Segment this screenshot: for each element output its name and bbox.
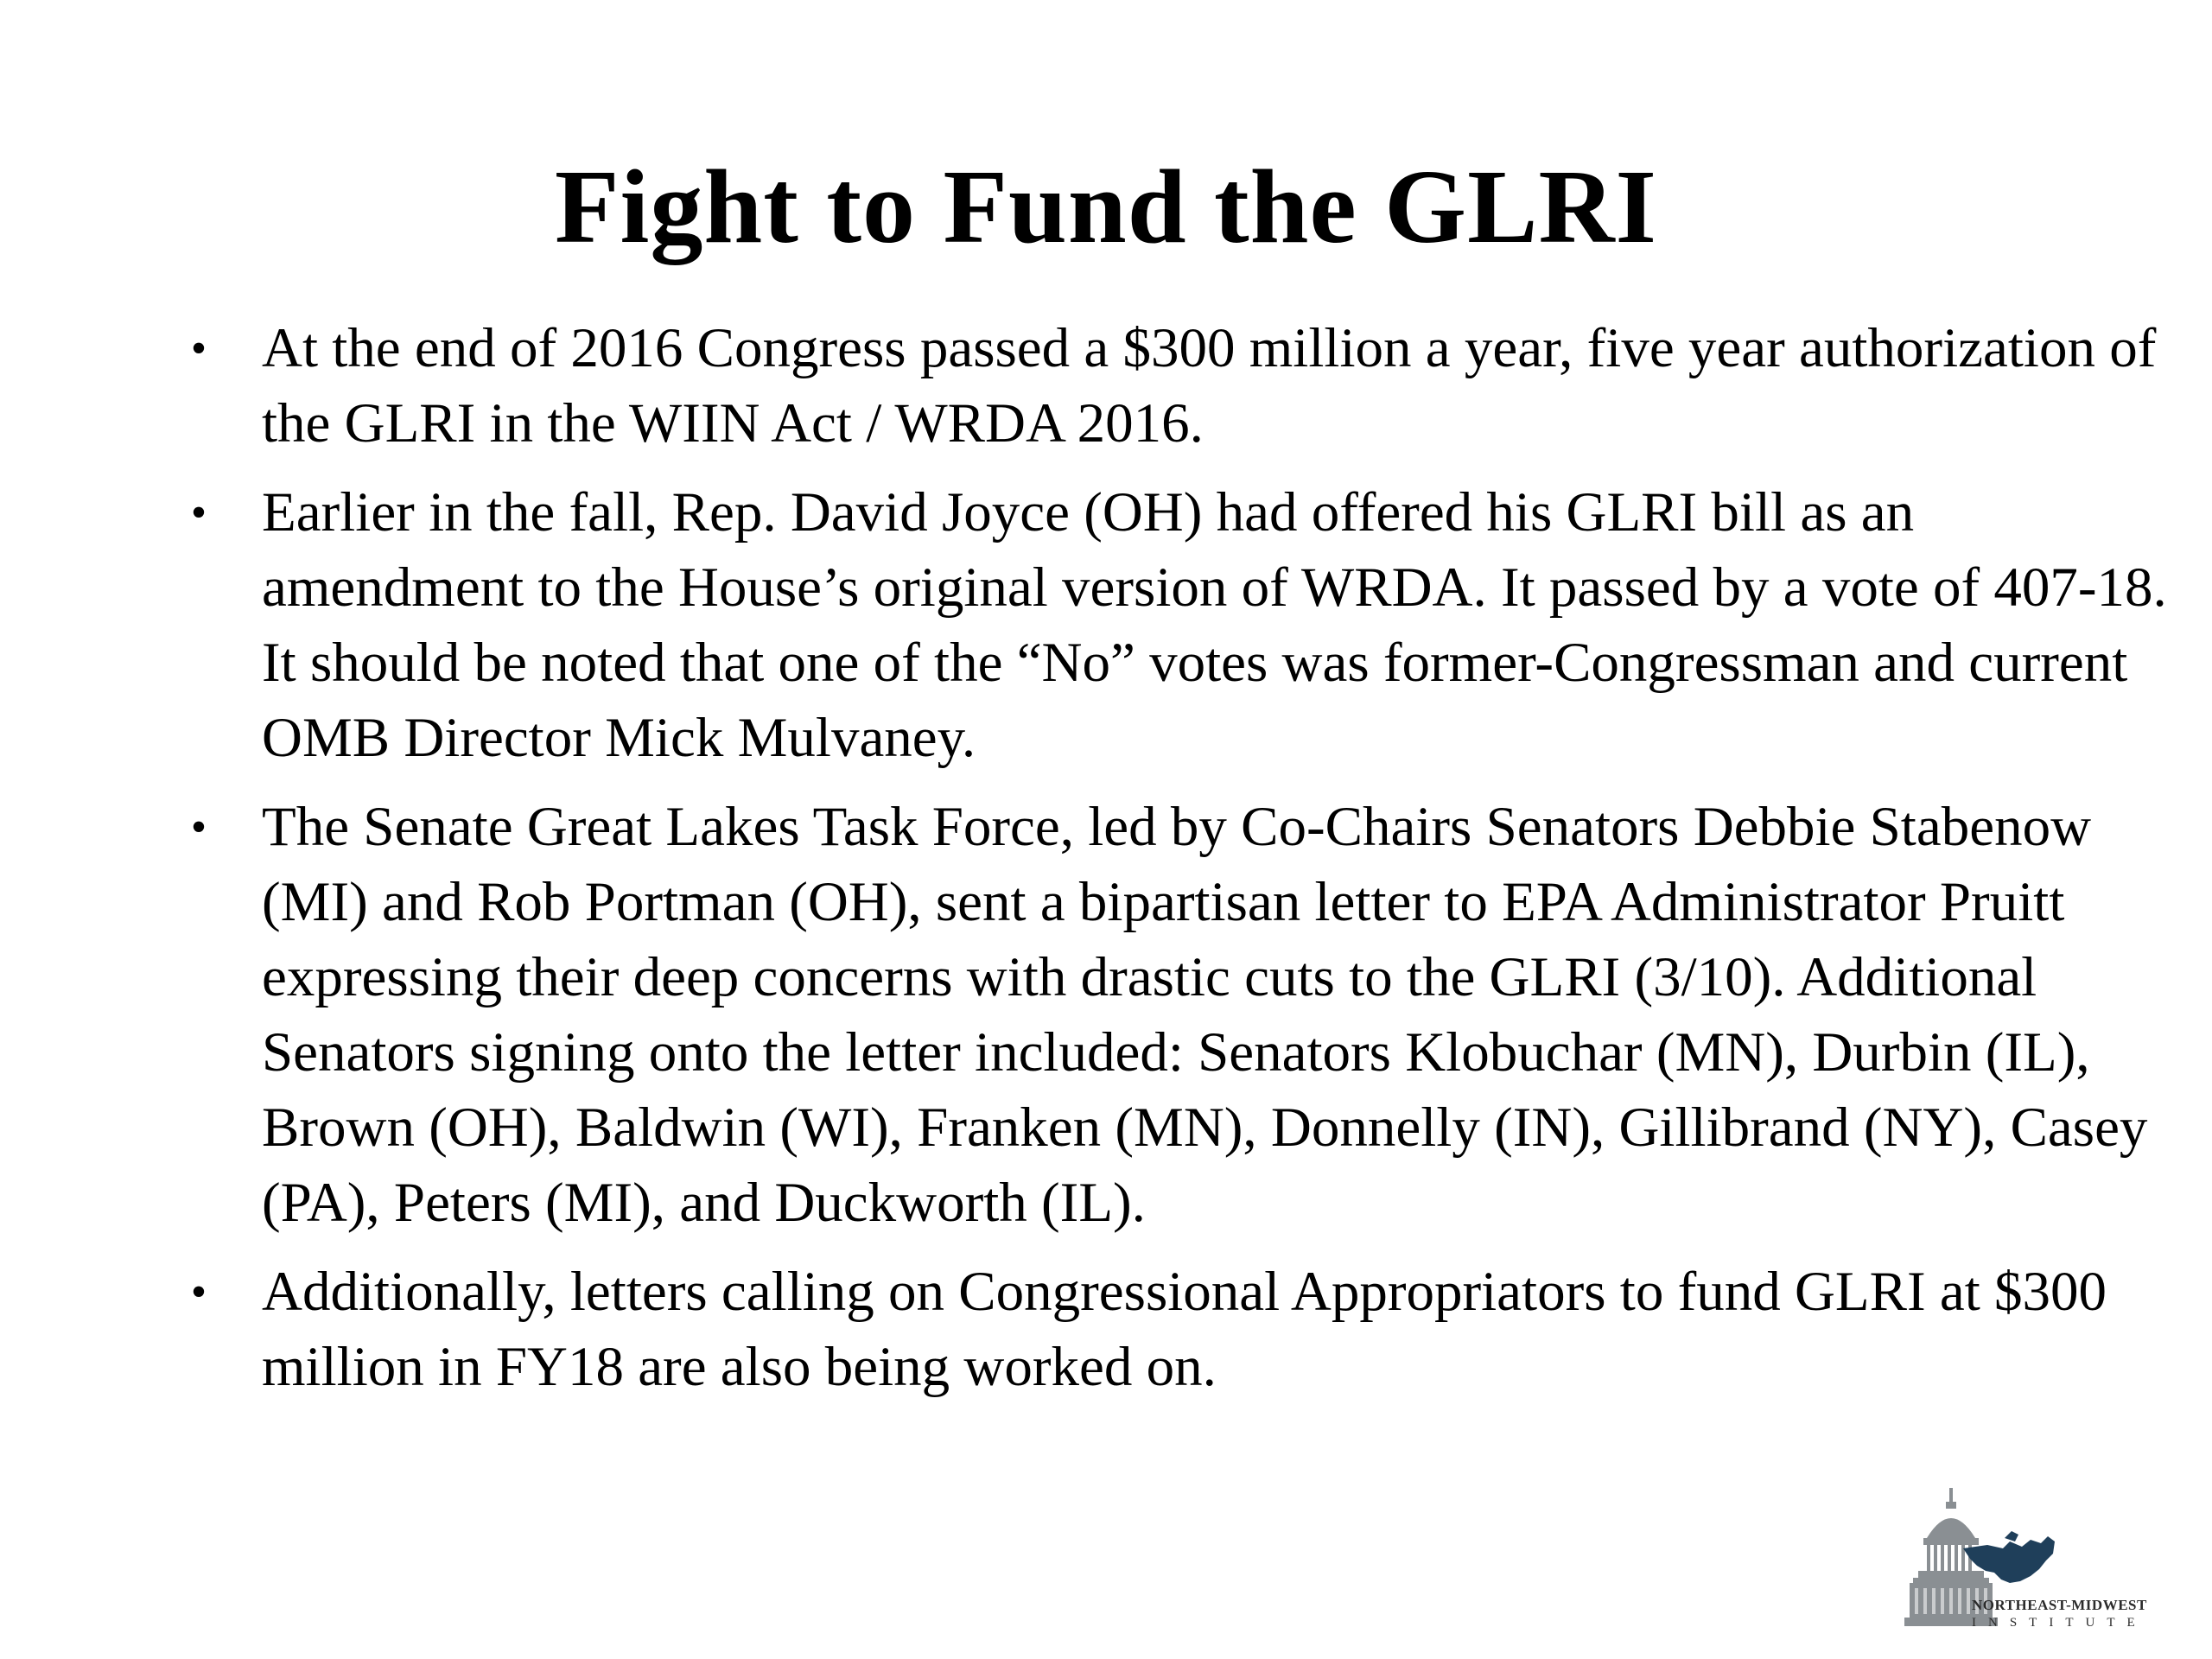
logo-text-line1: NORTHEAST-MIDWEST: [1972, 1597, 2147, 1613]
bullet-item: [181, 1255, 2169, 1405]
bullet-text: At the end of 2016 Congress passed a $300 million a year, five year authorization of the GLRI in the WIIN Act / WRDA 2016.: [262, 317, 2157, 454]
bullet-dot-icon: •: [190, 803, 207, 852]
bullet-text: The Senate Great Lakes Task Force, led by Co-Chairs Senators Debbie Stabenow (MI) and Rob Portman (OH), sent a bipartisan letter to EPA Administrator Pruitt expressing their deep concerns with drastic cuts to the GLRI (3/10). Additional Senators signing onto the letter included: Senators Klobuchar (MN), Durbin (IL), Brown (OH), Baldwin (WI), Franken (MN), Donnelly (IN), Gillibrand (NY), Casey (PA), Peters (MI), and Duckworth (IL).: [262, 796, 2148, 1234]
bullet-text: Earlier in the fall, Rep. David Joyce (OH) had offered his GLRI bill as an amendment to the House’s original version of WRDA. It passed by a vote of 407-18. It should be noted that one of the “No” votes was former-Congressman and current OMB Director Mick Mulvaney.: [262, 481, 2167, 769]
bullet-text: Additionally, letters calling on Congressional Appropriators to fund GLRI at $300 million in FY18 are also being worked on.: [262, 1261, 2107, 1398]
bullet-item: [181, 311, 2169, 461]
bullet-dot-icon: •: [190, 488, 207, 537]
northeast-midwest-institute-logo: [1901, 1486, 2195, 1642]
bullet-item: [181, 790, 2169, 1241]
bullet-item: [181, 475, 2169, 776]
bullet-dot-icon: •: [190, 1268, 207, 1317]
logo-text-line2: INSTITUTE: [1972, 1616, 2147, 1630]
bullet-list: [181, 311, 2169, 1419]
bullet-dot-icon: •: [190, 324, 207, 373]
slide-title: Fight to Fund the GLRI: [554, 149, 1658, 265]
